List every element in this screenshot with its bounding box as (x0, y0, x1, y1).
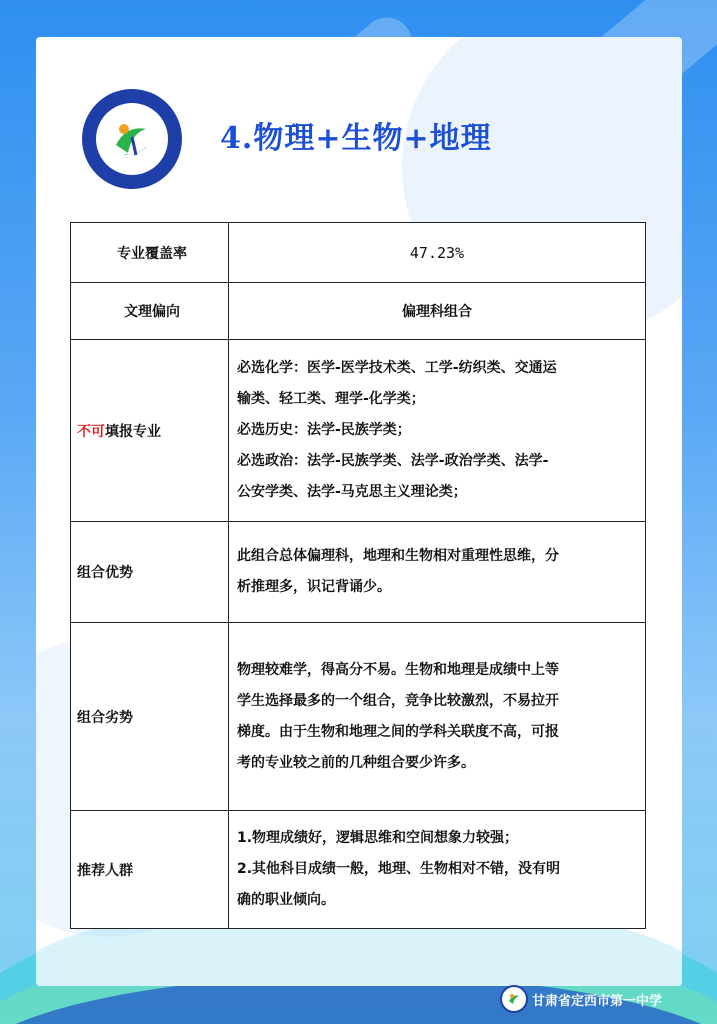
value-recommended (229, 811, 646, 929)
info-table (70, 222, 646, 929)
text-line: 析推理多，识记背诵少。 (237, 579, 391, 595)
text-line: 公安学类、法学-马克思主义理论类； (237, 484, 467, 500)
text-line: 梯度。由于生物和地理之间的学科关联度不高，可报 (237, 723, 559, 740)
value-advantage (229, 522, 646, 623)
text-line: 考的专业较之前的几种组合要少许多。 (237, 754, 475, 771)
text-line: 学生选择最多的一个组合，竞争比较激烈，不易拉开 (237, 692, 559, 709)
logo-emblem-icon (102, 109, 162, 169)
text-line: 必选政治：法学-民族学类、法学-政治学类、法学- (237, 453, 549, 469)
page-title: 4.物理+生物+地理 (220, 121, 492, 156)
label-recommended: 推荐人群 (71, 811, 229, 929)
label-bias: 文理偏向 (71, 283, 229, 340)
value-coverage: 47.23% (229, 223, 646, 283)
label-advantage: 组合优势 (71, 522, 229, 623)
value-disadvantage (229, 623, 646, 811)
label-not-allowed (71, 340, 229, 522)
label-coverage: 专业覆盖率 (71, 223, 229, 283)
footer-text: 甘肃省定西市第一中学 (532, 993, 663, 1009)
text-line: 2.其他科目成绩一般，地理、生物相对不错，没有明 (237, 861, 561, 877)
not-allowed-rest: 填报专业 (105, 423, 161, 440)
not-allowed-red: 不可 (77, 423, 105, 440)
text-line: 输类、轻工类、理学-化学类； (237, 391, 425, 407)
content-card (36, 37, 682, 986)
school-logo (82, 89, 182, 189)
table-row (71, 223, 646, 283)
table-row (71, 522, 646, 623)
text-line: 1.物理成绩好，逻辑思维和空间想象力较强； (237, 830, 519, 846)
mini-logo-icon (500, 985, 528, 1013)
footer-brand (500, 985, 662, 1013)
value-bias: 偏理科组合 (229, 283, 646, 340)
text-line: 此组合总体偏理科，地理和生物相对重理性思维，分 (237, 548, 559, 564)
table-row (71, 811, 646, 929)
text-line: 必选历史：法学-民族学类； (237, 422, 411, 438)
table-row (71, 623, 646, 811)
text-line: 物理较难学，得高分不易。生物和地理是成绩中上等 (237, 661, 559, 678)
label-disadvantage: 组合劣势 (71, 623, 229, 811)
table-row (71, 340, 646, 522)
text-line: 必选化学：医学-医学技术类、工学-纺织类、交通运 (237, 360, 557, 376)
text-line: 确的职业倾向。 (237, 892, 335, 908)
table-row (71, 283, 646, 340)
value-not-allowed (229, 340, 646, 522)
